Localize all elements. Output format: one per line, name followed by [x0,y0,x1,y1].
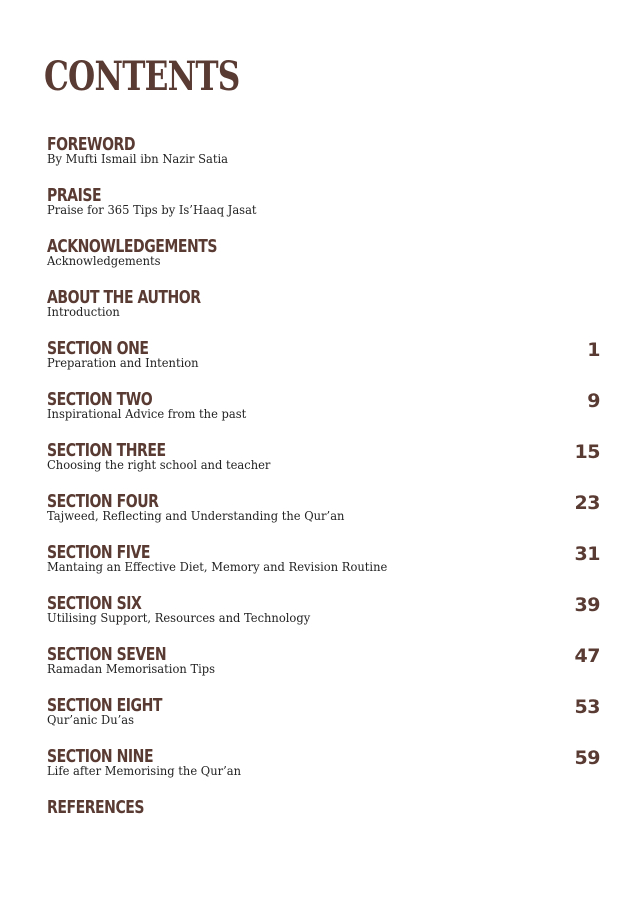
toc-entry-references[interactable] [47,797,600,848]
toc-entry-section-three[interactable] [47,440,600,491]
toc-entry-page-number: 53 [574,696,600,718]
toc-entry-section-six[interactable] [47,593,600,644]
toc-entry-description: Ramadan Memorisation Tips [47,661,216,676]
toc-entry-section-eight[interactable] [47,695,600,746]
toc-entry-page-number: 15 [574,441,600,463]
toc-entry-page-number: 47 [574,645,600,667]
toc-entry-section-five[interactable] [47,542,600,593]
toc-entry-description: Life after Memorising the Qur’an [47,763,242,778]
toc-entry-section-two[interactable] [47,389,600,440]
toc-entry-page-number: 23 [574,492,600,514]
toc-entry-heading: SECTION FIVE [47,542,151,563]
toc-entry-foreword[interactable] [47,134,600,185]
toc-entry-page-number: 31 [574,543,600,565]
toc-entry-heading: SECTION NINE [47,746,154,767]
toc-entry-description: Praise for 365 Tips by Is’Haaq Jasat [47,202,257,217]
toc-entry-acknowledgements[interactable] [47,236,600,287]
toc-entry-page-number: 1 [587,339,600,361]
toc-entry-description: Utilising Support, Resources and Technology [47,610,311,625]
toc-entry-description: Qur’anic Du’as [47,712,135,727]
toc-entry-heading: PRAISE [47,185,102,206]
toc-entry-description: By Mufti Ismail ibn Nazir Satia [47,151,229,166]
toc-entry-heading: ACKNOWLEDGEMENTS [47,236,218,257]
toc-entry-heading: ABOUT THE AUTHOR [47,287,201,308]
toc-entry-description: Inspirational Advice from the past [47,406,247,421]
toc-entry-section-four[interactable] [47,491,600,542]
toc-entry-heading: SECTION SEVEN [47,644,167,665]
toc-entry-page-number: 59 [574,747,600,769]
toc-entry-about-the-author[interactable] [47,287,600,338]
toc-entry-section-seven[interactable] [47,644,600,695]
toc-entry-page-number: 39 [574,594,600,616]
toc-entry-heading: SECTION TWO [47,389,153,410]
toc-entry-heading: FOREWORD [47,134,136,155]
page-title: CONTENTS [44,53,240,100]
toc-entry-heading: SECTION EIGHT [47,695,162,716]
toc-entry-praise[interactable] [47,185,600,236]
toc-entry-heading: SECTION FOUR [47,491,159,512]
toc-entry-description: Preparation and Intention [47,355,199,370]
toc-entry-section-one[interactable] [47,338,600,389]
toc-entry-heading: REFERENCES [47,797,145,818]
toc-entry-description: Choosing the right school and teacher [47,457,271,472]
toc-entry-section-nine[interactable] [47,746,600,797]
toc-list [47,134,600,848]
toc-entry-page-number: 9 [587,390,600,412]
toc-entry-description: Introduction [47,304,120,319]
toc-entry-description: Tajweed, Reflecting and Understanding the Qur’an [47,508,345,523]
toc-entry-heading: SECTION THREE [47,440,166,461]
toc-entry-heading: SECTION ONE [47,338,149,359]
toc-entry-heading: SECTION SIX [47,593,142,614]
toc-entry-description: Mantaing an Effective Diet, Memory and Revision Routine [47,559,388,574]
toc-entry-description: Acknowledgements [47,253,161,268]
